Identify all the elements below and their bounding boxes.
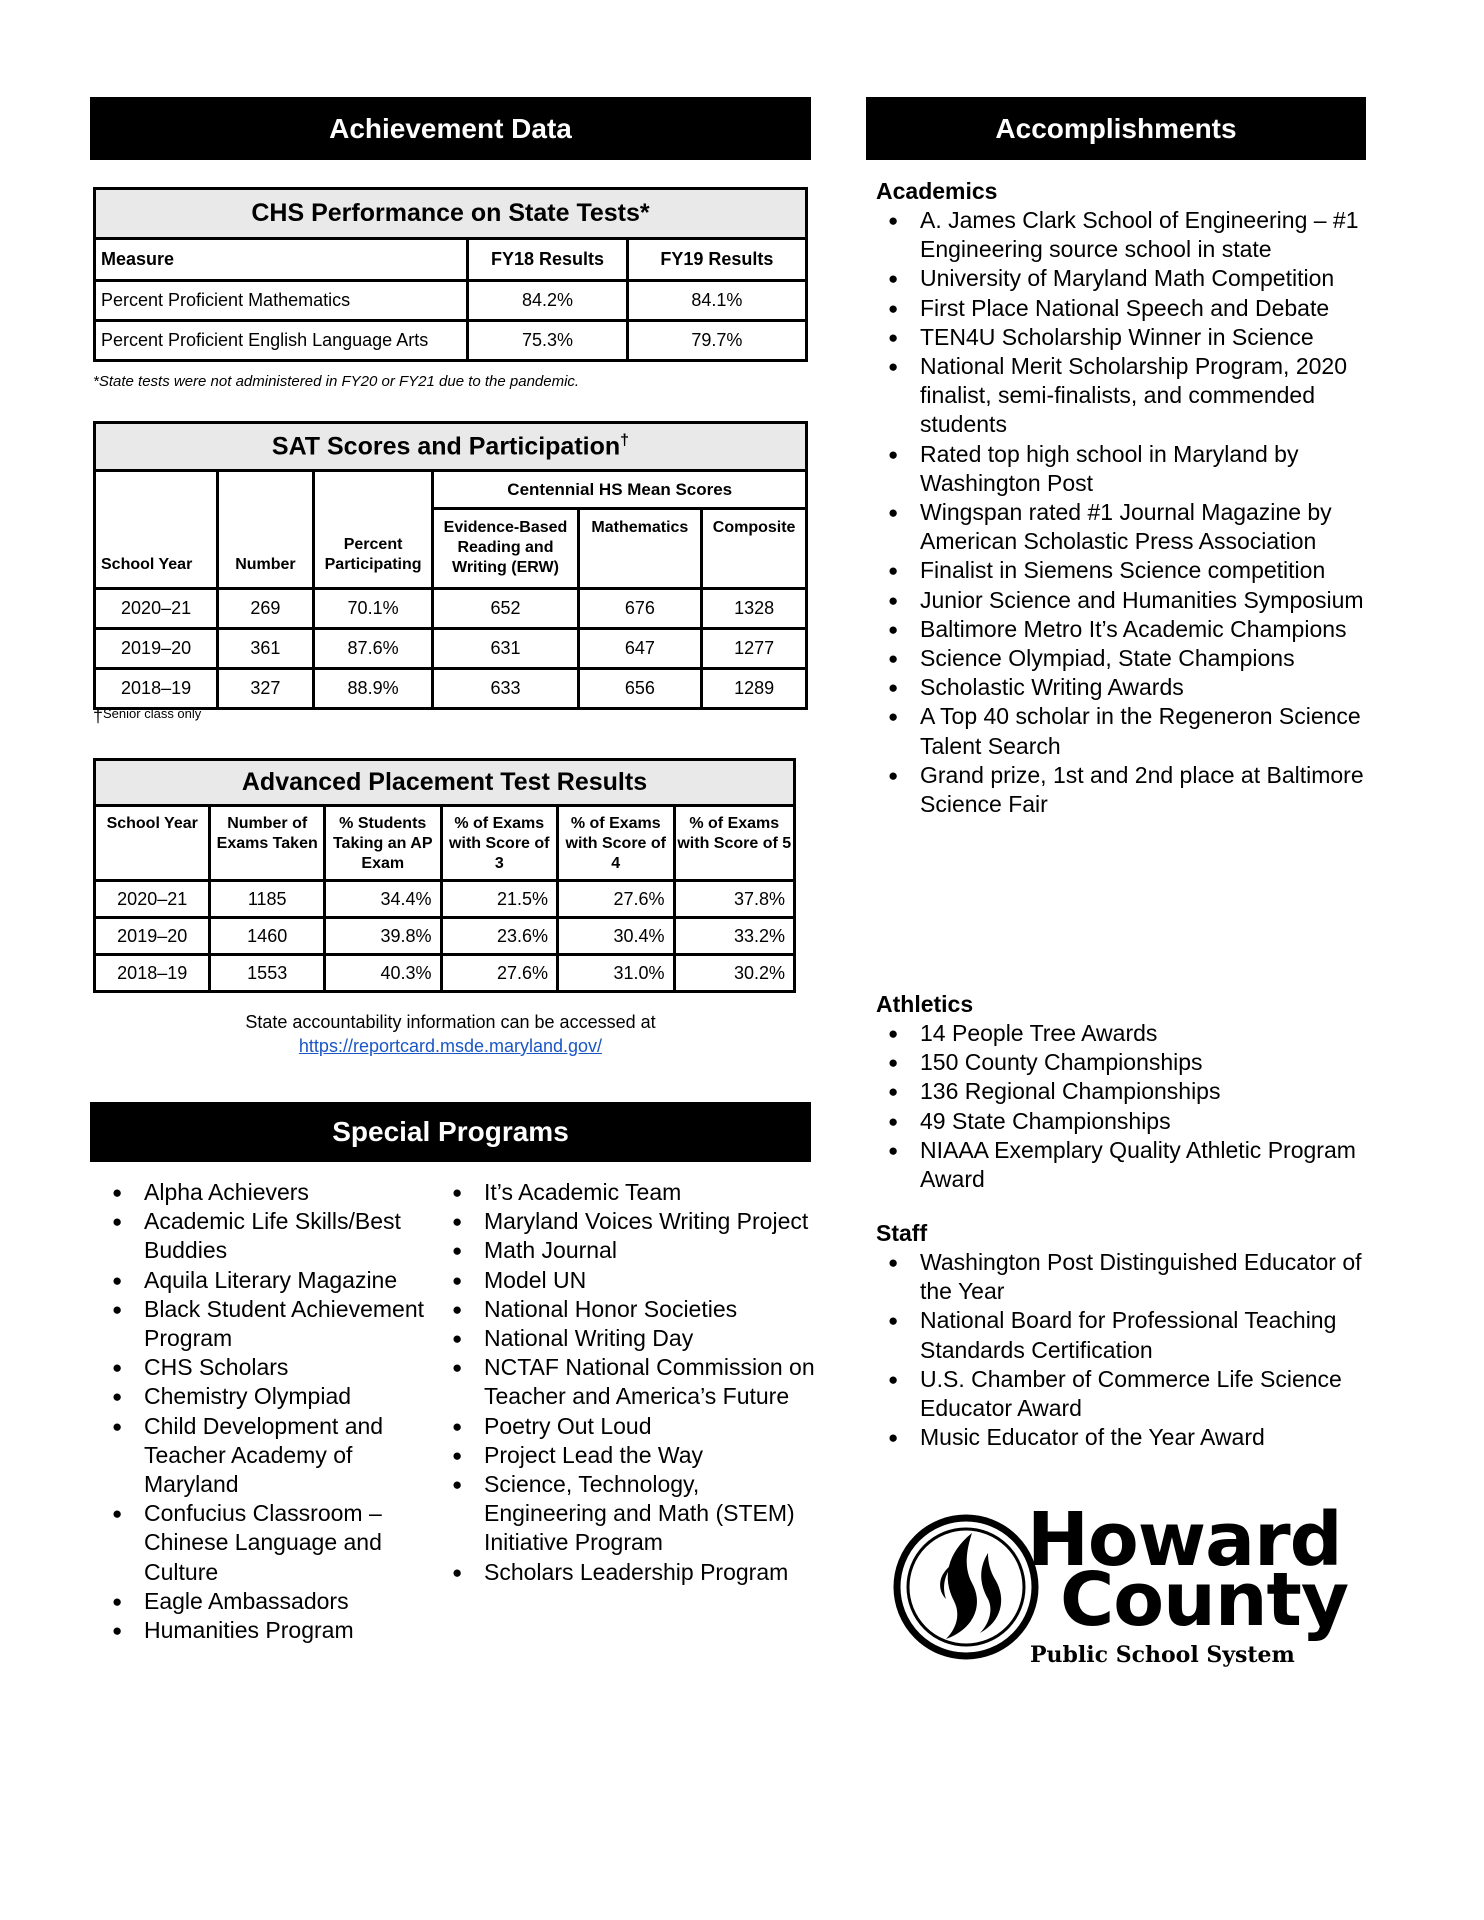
list-item: ● First Place National Speech and Debate bbox=[876, 294, 1366, 323]
table-cell: 27.6% bbox=[441, 955, 557, 992]
table-cell: 75.3% bbox=[468, 321, 627, 361]
list-item: ● It’s Academic Team bbox=[440, 1178, 820, 1207]
ap-title: Advanced Placement Test Results bbox=[95, 760, 795, 806]
table-cell: 27.6% bbox=[558, 881, 674, 918]
list-item: ● Project Lead the Way bbox=[440, 1441, 820, 1470]
sat-footnote: †Senior class only bbox=[93, 706, 202, 726]
academics-list bbox=[876, 206, 1366, 819]
list-item: ● TEN4U Scholarship Winner in Science bbox=[876, 323, 1366, 352]
list-item: ● 150 County Championships bbox=[876, 1048, 1366, 1077]
table-cell: 1328 bbox=[702, 589, 807, 629]
footnote-mark: † bbox=[93, 706, 104, 726]
table-cell: 84.2% bbox=[468, 281, 627, 321]
col-header-composite: Composite bbox=[702, 509, 807, 589]
state-tests-note: *State tests were not administered in FY20 or FY21 due to the pandemic. bbox=[93, 373, 580, 390]
table-cell: 2019–20 bbox=[95, 629, 218, 669]
list-item: ● Finalist in Siemens Science competition bbox=[876, 556, 1366, 585]
list-item: ● Eagle Ambassadors bbox=[100, 1587, 430, 1616]
list-item: ● Junior Science and Humanities Symposium bbox=[876, 586, 1366, 615]
accomplishments-header: Accomplishments bbox=[866, 97, 1366, 160]
table-cell: 21.5% bbox=[441, 881, 557, 918]
state-tests-title: CHS Performance on State Tests* bbox=[95, 189, 807, 239]
table-row bbox=[95, 669, 807, 709]
table-cell: 2020–21 bbox=[95, 881, 210, 918]
sat-title: SAT Scores and Participation† bbox=[95, 423, 807, 471]
col-header-students-taking: % Students Taking an AP Exam bbox=[324, 806, 441, 881]
table-cell: 269 bbox=[218, 589, 314, 629]
table-cell: 70.1% bbox=[313, 589, 433, 629]
ap-table bbox=[93, 758, 796, 993]
table-cell: 33.2% bbox=[674, 918, 795, 955]
col-header-percent: Percent Participating bbox=[313, 471, 433, 589]
list-item: ● A. James Clark School of Engineering – #1 Engineering source school in state bbox=[876, 206, 1366, 264]
table-cell: 647 bbox=[578, 629, 702, 669]
table-cell: 327 bbox=[218, 669, 314, 709]
list-item: ● NCTAF National Commission on Teacher and America’s Future bbox=[440, 1353, 820, 1411]
table-cell: 34.4% bbox=[324, 881, 441, 918]
table-cell: 39.8% bbox=[324, 918, 441, 955]
table-cell: Percent Proficient Mathematics bbox=[95, 281, 468, 321]
achievement-data-header: Achievement Data bbox=[90, 97, 811, 160]
table-cell: 361 bbox=[218, 629, 314, 669]
col-header-school-year: School Year bbox=[95, 806, 210, 881]
list-item: ● Black Student Achievement Program bbox=[100, 1295, 430, 1353]
table-cell: 1460 bbox=[210, 918, 325, 955]
dagger-mark: † bbox=[620, 431, 630, 449]
logo-howard: Howard bbox=[1027, 1497, 1342, 1583]
table-cell: 1277 bbox=[702, 629, 807, 669]
list-item: ● Maryland Voices Writing Project bbox=[440, 1207, 820, 1236]
list-item: ● NIAAA Exemplary Quality Athletic Program Award bbox=[876, 1136, 1366, 1194]
table-cell: 30.4% bbox=[558, 918, 674, 955]
table-cell: 1185 bbox=[210, 881, 325, 918]
table-cell: 1289 bbox=[702, 669, 807, 709]
athletics-list bbox=[876, 1019, 1366, 1194]
col-header-school-year: School Year bbox=[95, 471, 218, 589]
flame-emblem-icon bbox=[892, 1513, 1040, 1661]
list-item: ● Alpha Achievers bbox=[100, 1178, 430, 1207]
col-header-score-4: % of Exams with Score of 4 bbox=[558, 806, 674, 881]
list-item: ● A Top 40 scholar in the Regeneron Science Talent Search bbox=[876, 702, 1366, 760]
list-item: ● National Writing Day bbox=[440, 1324, 820, 1353]
list-item: ● Washington Post Distinguished Educator of the Year bbox=[876, 1248, 1366, 1306]
list-item: ● Baltimore Metro It’s Academic Champions bbox=[876, 615, 1366, 644]
table-cell: 40.3% bbox=[324, 955, 441, 992]
logo-subtitle: Public School System bbox=[1030, 1642, 1295, 1668]
col-header-measure: Measure bbox=[95, 239, 468, 281]
col-header-number: Number bbox=[218, 471, 314, 589]
list-item: ● Rated top high school in Maryland by Washington Post bbox=[876, 440, 1366, 498]
col-header-score-3: % of Exams with Score of 3 bbox=[441, 806, 557, 881]
table-cell: 84.1% bbox=[627, 281, 806, 321]
table-cell: 31.0% bbox=[558, 955, 674, 992]
list-item: ● Aquila Literary Magazine bbox=[100, 1266, 430, 1295]
state-tests-table bbox=[93, 187, 808, 362]
table-cell: 656 bbox=[578, 669, 702, 709]
list-item: ● Academic Life Skills/Best Buddies bbox=[100, 1207, 430, 1265]
list-item: ● U.S. Chamber of Commerce Life Science Educator Award bbox=[876, 1365, 1366, 1423]
list-item: ● Scholars Leadership Program bbox=[440, 1558, 820, 1587]
table-cell: 79.7% bbox=[627, 321, 806, 361]
table-cell: 37.8% bbox=[674, 881, 795, 918]
list-item: ● National Merit Scholarship Program, 2020 finalist, semi-finalists, and commended students bbox=[876, 352, 1366, 440]
table-cell: 87.6% bbox=[313, 629, 433, 669]
accountability-text: State accountability information can be accessed at bbox=[245, 1012, 656, 1032]
list-item: ● Music Educator of the Year Award bbox=[876, 1423, 1366, 1452]
col-header-mean-scores: Centennial HS Mean Scores bbox=[433, 471, 807, 509]
list-item: ● Science, Technology, Engineering and Math (STEM) Initiative Program bbox=[440, 1470, 820, 1558]
list-item: ● Model UN bbox=[440, 1266, 820, 1295]
table-row bbox=[95, 589, 807, 629]
table-cell: 2018–19 bbox=[95, 955, 210, 992]
table-row bbox=[95, 881, 795, 918]
table-cell: 30.2% bbox=[674, 955, 795, 992]
col-header-fy18: FY18 Results bbox=[468, 239, 627, 281]
list-item: ● Poetry Out Loud bbox=[440, 1412, 820, 1441]
table-row bbox=[95, 918, 795, 955]
col-header-erw: Evidence-Based Reading and Writing (ERW) bbox=[433, 509, 578, 589]
list-item: ● National Honor Societies bbox=[440, 1295, 820, 1324]
special-programs-list-right bbox=[440, 1178, 820, 1587]
table-row bbox=[95, 281, 807, 321]
report-card-link[interactable]: https://reportcard.msde.maryland.gov/ bbox=[298, 1036, 603, 1056]
table-cell: 23.6% bbox=[441, 918, 557, 955]
list-item: ● Chemistry Olympiad bbox=[100, 1382, 430, 1411]
list-item: ● Child Development and Teacher Academy of Maryland bbox=[100, 1412, 430, 1500]
accountability-note bbox=[93, 1010, 808, 1058]
list-item: ● 14 People Tree Awards bbox=[876, 1019, 1366, 1048]
list-item: ● University of Maryland Math Competition bbox=[876, 264, 1366, 293]
table-cell: 631 bbox=[433, 629, 578, 669]
table-cell: 633 bbox=[433, 669, 578, 709]
table-cell: 676 bbox=[578, 589, 702, 629]
table-cell: 1553 bbox=[210, 955, 325, 992]
col-header-exams-taken: Number of Exams Taken bbox=[210, 806, 325, 881]
list-item: ● Humanities Program bbox=[100, 1616, 430, 1645]
col-header-math: Mathematics bbox=[578, 509, 702, 589]
table-cell: 88.9% bbox=[313, 669, 433, 709]
staff-list bbox=[876, 1248, 1366, 1452]
special-programs-list-left bbox=[100, 1178, 430, 1645]
table-row bbox=[95, 321, 807, 361]
staff-heading: Staff bbox=[876, 1220, 928, 1246]
howard-county-logo bbox=[892, 1497, 1352, 1675]
table-cell: Percent Proficient English Language Arts bbox=[95, 321, 468, 361]
col-header-fy19: FY19 Results bbox=[627, 239, 806, 281]
academics-heading: Academics bbox=[876, 178, 998, 204]
table-row bbox=[95, 629, 807, 669]
sat-table bbox=[93, 421, 808, 710]
list-item: ● Scholastic Writing Awards bbox=[876, 673, 1366, 702]
list-item: ● CHS Scholars bbox=[100, 1353, 430, 1382]
table-cell: 652 bbox=[433, 589, 578, 629]
list-item: ● Science Olympiad, State Champions bbox=[876, 644, 1366, 673]
col-header-score-5: % of Exams with Score of 5 bbox=[674, 806, 795, 881]
list-item: ● Wingspan rated #1 Journal Magazine by American Scholastic Press Association bbox=[876, 498, 1366, 556]
list-item: ● Math Journal bbox=[440, 1236, 820, 1265]
list-item: ● 49 State Championships bbox=[876, 1107, 1366, 1136]
special-programs-header: Special Programs bbox=[90, 1102, 811, 1162]
table-cell: 2020–21 bbox=[95, 589, 218, 629]
table-cell: 2019–20 bbox=[95, 918, 210, 955]
table-row bbox=[95, 955, 795, 992]
list-item: ● National Board for Professional Teaching Standards Certification bbox=[876, 1306, 1366, 1364]
list-item: ● 136 Regional Championships bbox=[876, 1077, 1366, 1106]
logo-county: County bbox=[1060, 1557, 1349, 1643]
list-item: ● Confucius Classroom – Chinese Language and Culture bbox=[100, 1499, 430, 1587]
athletics-heading: Athletics bbox=[876, 991, 974, 1017]
table-cell: 2018–19 bbox=[95, 669, 218, 709]
list-item: ● Grand prize, 1st and 2nd place at Baltimore Science Fair bbox=[876, 761, 1366, 819]
